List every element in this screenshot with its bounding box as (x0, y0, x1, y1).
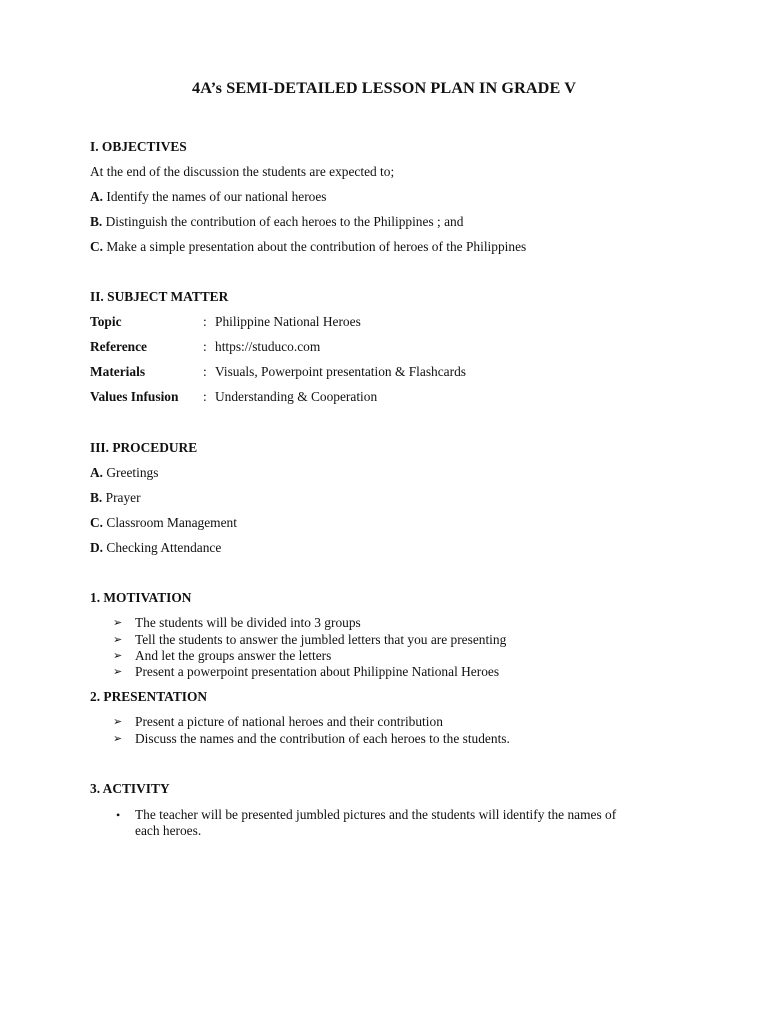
subject-key-reference: Reference (90, 339, 147, 354)
motivation-bullet: Tell the students to answer the jumbled letters that you are presenting (135, 632, 507, 647)
objective-text: Make a simple presentation about the contribution of heroes of the Philippines (106, 239, 527, 254)
procedure-label: B. (90, 490, 103, 505)
objective-item (90, 239, 526, 255)
arrow-bullet-icon: ➢ (113, 733, 123, 745)
procedure-item (90, 515, 237, 531)
procedure-item (90, 490, 141, 506)
objective-label: A. (90, 189, 104, 204)
subject-value-materials: Visuals, Powerpoint presentation & Flashcards (215, 364, 466, 379)
procedure-item (90, 465, 158, 481)
presentation-bullet: Present a picture of national heroes and their contribution (135, 714, 443, 729)
activity-heading: 3. ACTIVITY (90, 781, 170, 796)
procedure-item (90, 540, 221, 556)
motivation-bullet: Present a powerpoint presentation about Philippine National Heroes (135, 664, 500, 679)
dot-bullet-icon: • (116, 808, 121, 822)
procedure-label: A. (90, 465, 104, 480)
activity-bullet-line: The teacher will be presented jumbled pictures and the students will identify the names of (135, 807, 617, 822)
procedure-text: Checking Attendance (106, 540, 222, 555)
subject-separator: : (203, 364, 207, 379)
subject-separator: : (203, 339, 207, 354)
arrow-bullet-icon: ➢ (113, 716, 123, 728)
subject-key-materials: Materials (90, 364, 146, 379)
subject-value-reference: https://studuco.com (215, 339, 321, 354)
objectives-intro: At the end of the discussion the students are expected to; (90, 164, 395, 179)
presentation-bullet: Discuss the names and the contribution of each heroes to the students. (135, 731, 510, 746)
procedure-label: C. (90, 515, 104, 530)
arrow-bullet-icon: ➢ (113, 634, 123, 646)
subject-key-topic: Topic (90, 314, 122, 329)
objective-item (90, 214, 463, 230)
activity-bullet-line: each heroes. (135, 823, 202, 838)
presentation-heading: 2. PRESENTATION (90, 689, 208, 704)
procedure-heading: III. PROCEDURE (90, 440, 198, 455)
arrow-bullet-icon: ➢ (113, 617, 123, 629)
procedure-text: Greetings (106, 465, 159, 480)
motivation-heading: 1. MOTIVATION (90, 590, 192, 605)
arrow-bullet-icon: ➢ (113, 666, 123, 678)
subject-separator: : (203, 314, 207, 329)
objective-text: Identify the names of our national heroes (106, 189, 327, 204)
objectives-heading: I. OBJECTIVES (90, 139, 187, 154)
objective-item (90, 189, 327, 205)
subject-value-values-infusion: Understanding & Cooperation (215, 389, 378, 404)
objective-label: B. (90, 214, 103, 229)
subject-value-topic: Philippine National Heroes (215, 314, 361, 329)
motivation-bullet: And let the groups answer the letters (135, 648, 332, 663)
arrow-bullet-icon: ➢ (113, 650, 123, 662)
procedure-text: Classroom Management (106, 515, 237, 530)
subject-separator: : (203, 389, 207, 404)
procedure-text: Prayer (105, 490, 141, 505)
procedure-label: D. (90, 540, 104, 555)
subject-matter-heading: II. SUBJECT MATTER (90, 289, 229, 304)
document-title: 4A’s SEMI-DETAILED LESSON PLAN IN GRADE V (192, 79, 576, 97)
subject-key-values-infusion: Values Infusion (90, 389, 179, 404)
objective-label: C. (90, 239, 104, 254)
objective-text: Distinguish the contribution of each heroes to the Philippines ; and (105, 214, 464, 229)
motivation-bullet: The students will be divided into 3 groups (135, 615, 361, 630)
